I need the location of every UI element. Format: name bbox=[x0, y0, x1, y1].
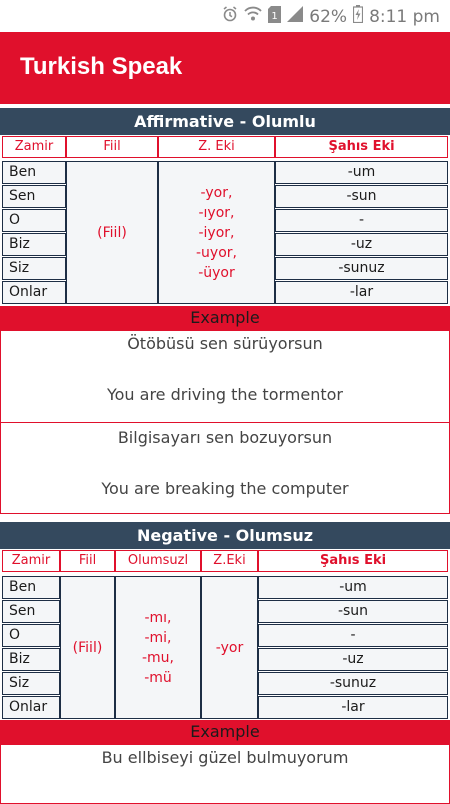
tense-suffix: -yor bbox=[215, 639, 244, 656]
header-z-eki: Z.Eki bbox=[201, 550, 258, 572]
person-suffix-cell: -lar bbox=[275, 281, 448, 304]
pronoun-cell: Biz bbox=[2, 648, 60, 671]
example-turkish: Bu ellbiseyi güzel bulmuyorum bbox=[101, 748, 349, 767]
verb-cell bbox=[60, 576, 115, 719]
battery-charging-icon bbox=[353, 5, 363, 28]
wifi-icon bbox=[244, 6, 262, 27]
example-card bbox=[0, 422, 450, 514]
affirmative-section-title: Affirmative - Olumlu bbox=[0, 108, 450, 135]
pronoun-cell: O bbox=[2, 624, 60, 647]
example-header: Example bbox=[0, 720, 450, 744]
header-fiil: Fiil bbox=[66, 136, 158, 158]
signal-icon bbox=[287, 6, 303, 27]
sim-card-icon bbox=[268, 6, 281, 28]
tense-suffix: -iyor, bbox=[198, 224, 235, 241]
verb-label: (Fiil) bbox=[72, 639, 103, 656]
person-suffix-cell: - bbox=[258, 624, 448, 647]
tense-suffix: -uyor, bbox=[196, 244, 237, 261]
example-turkish: Bilgisayarı sen bozuyorsun bbox=[117, 428, 333, 447]
battery-percent: 62% bbox=[309, 6, 348, 27]
tense-suffix-cell bbox=[158, 161, 275, 304]
header-olumsuzl: Olumsuzl bbox=[115, 550, 201, 572]
negation-suffix: -mü bbox=[144, 669, 172, 686]
negation-suffix: -mu, bbox=[141, 649, 174, 666]
tense-suffix-cell bbox=[201, 576, 258, 719]
pronoun-cell: Biz bbox=[2, 233, 66, 256]
person-suffix-cell: -sun bbox=[258, 600, 448, 623]
negation-suffix: -mi, bbox=[144, 629, 172, 646]
person-suffix-cell: -uz bbox=[258, 648, 448, 671]
header-fiil: Fiil bbox=[60, 550, 115, 572]
negative-section-title: Negative - Olumsuz bbox=[0, 522, 450, 549]
header-sahis-eki: Şahıs Eki bbox=[275, 136, 448, 158]
verb-label: (Fiil) bbox=[97, 224, 127, 241]
pronoun-cell: Sen bbox=[2, 185, 66, 208]
pronoun-cell: Siz bbox=[2, 672, 60, 695]
header-z-eki: Z. Eki bbox=[158, 136, 275, 158]
pronoun-cell: Onlar bbox=[2, 696, 60, 719]
clock: 8:11 pm bbox=[369, 6, 440, 27]
tense-suffix: -yor, bbox=[200, 184, 233, 201]
pronoun-cell: Onlar bbox=[2, 281, 66, 304]
person-suffix-cell: -lar bbox=[258, 696, 448, 719]
example-turkish: Ötöbüsü sen sürüyorsun bbox=[127, 334, 323, 353]
person-suffix-cell: - bbox=[275, 209, 448, 232]
pronoun-cell: Ben bbox=[2, 576, 60, 599]
tense-suffix: -üyor bbox=[198, 264, 235, 281]
negation-suffix-cell bbox=[115, 576, 201, 719]
app-title: Turkish Speak bbox=[20, 53, 183, 80]
tense-suffix: -ıyor, bbox=[198, 204, 235, 221]
example-english: You are driving the tormentor bbox=[106, 385, 343, 404]
person-suffix-cell: -um bbox=[258, 576, 448, 599]
example-card bbox=[0, 744, 450, 804]
header-sahis-eki: Şahıs Eki bbox=[258, 550, 448, 572]
person-suffix-cell: -sunuz bbox=[258, 672, 448, 695]
pronoun-cell: Ben bbox=[2, 161, 66, 184]
negation-suffix: -mı, bbox=[144, 609, 172, 626]
pronoun-cell: Sen bbox=[2, 600, 60, 623]
pronoun-cell: O bbox=[2, 209, 66, 232]
pronoun-cell: Siz bbox=[2, 257, 66, 280]
header-zamir: Zamir bbox=[2, 136, 66, 158]
verb-cell bbox=[66, 161, 158, 304]
person-suffix-cell: -um bbox=[275, 161, 448, 184]
example-card bbox=[0, 330, 450, 423]
example-header: Example bbox=[0, 306, 450, 330]
person-suffix-cell: -sunuz bbox=[275, 257, 448, 280]
svg-text:1: 1 bbox=[271, 10, 278, 22]
person-suffix-cell: -sun bbox=[275, 185, 448, 208]
alarm-icon bbox=[222, 6, 238, 27]
example-english: You are breaking the computer bbox=[101, 479, 349, 498]
person-suffix-cell: -uz bbox=[275, 233, 448, 256]
app-bar bbox=[0, 32, 450, 104]
header-zamir: Zamir bbox=[2, 550, 60, 572]
status-bar bbox=[0, 0, 450, 32]
